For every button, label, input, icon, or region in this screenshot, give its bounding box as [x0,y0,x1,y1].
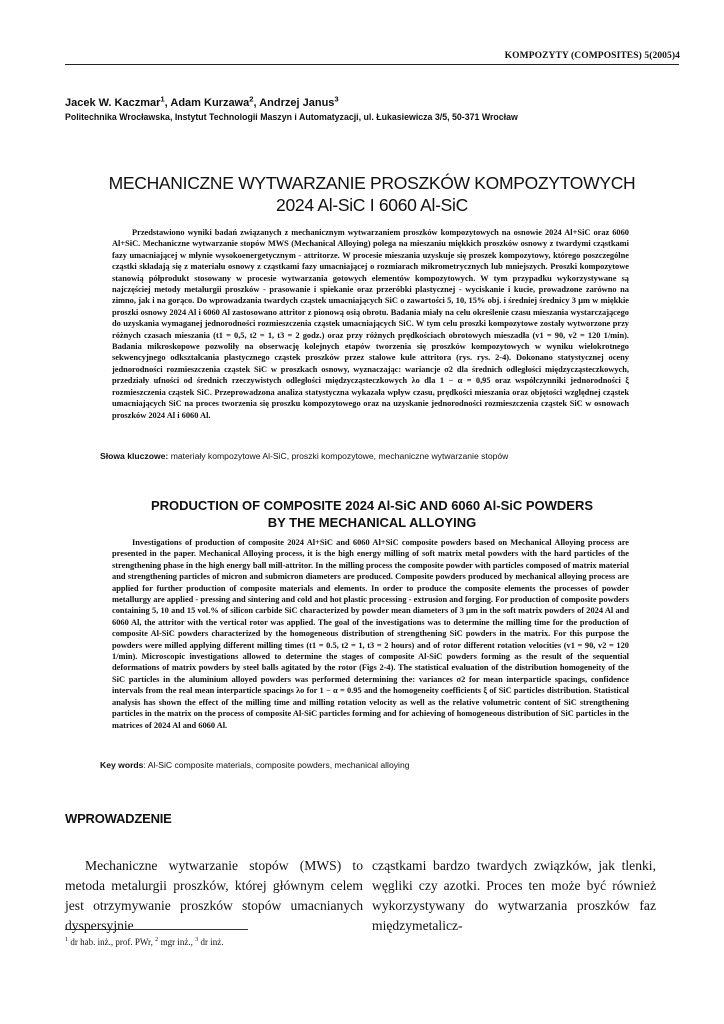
keywords-english-text: : Al-SiC composite materials, composite powders, mechanical alloying [143,760,410,770]
title-english-line-2: BY THE MECHANICAL ALLOYING [267,515,477,530]
affiliation: Politechnika Wrocławska, Instytut Technologii Maszyn i Automatyzacji, ul. Łukasiewicza 3/5, 50-371 Wrocław [65,112,518,122]
title-polish [65,172,679,216]
author-3: , Andrzej Janus [253,97,335,109]
keywords-polish-text: materiały kompozytowe Al-SiC, proszki kompozytowe, mechaniczne wytwarzanie stopów [170,451,509,461]
footnote [65,937,223,947]
author-1-mark: 1 [160,94,165,104]
footnote-text-1: dr hab. inż., prof. PWr, [68,937,156,947]
keywords-polish-label: Słowa kluczowe: [100,451,169,461]
author-1: Jacek W. Kaczmar [65,97,161,109]
abstract-polish [112,227,629,421]
author-2-mark: 2 [249,94,254,104]
footnote-text-2: mgr inż., [158,937,196,947]
title-polish-line-1: MECHANICZNE WYTWARZANIE PROSZKÓW KOMPOZYTOWYCH [108,173,636,193]
body-paragraph-left: Mechaniczne wytwarzanie stopów (MWS) to metoda metalurgii proszków, której głównym celem jest otrzymywanie proszków stopów umacnianych dyspersyjnie [65,858,363,933]
keywords-english-label: Key words [100,760,144,770]
author-3-mark: 3 [334,94,339,104]
abstract-polish-text: Przedstawiono wyniki badań związanych z mechanicznym wytwarzaniem proszków kompozytowych na osnowie 2024 Al+SiC oraz 6060 Al+SiC. Mechaniczne wytwarzanie stopów MWS (Mechanical Alloying) polega na mieszaniu miękkich proszków osnowy z twardymi cząstkami fazy umacniającej w młynie wysokoenergetycznym - attritorze. W procesie mieszania uzyskuje się proszek kompozytowy, którego poszczególne cząstki składają się z materiału osnowy z cząstkami fazy umacniającej o rozmiarach mikrometrycznych lub mniejszych. Proszki kompozytowe stanowią półprodukt stosowany w procesie wytwarzania gotowych elementów kompozytowych. W tym przypadku wykorzystywane są najczęściej metody metalurgii proszków - prasowanie i spiekanie oraz przeróbki plastycznej - wyciskanie i kucie, prowadzone zarówno na zimno, jak i na gorąco. Do wprowadzania twardych cząstek umacniających SiC o zawartości 5, 10, 15% obj. i średniej średnicy 3 μm w miękkie proszki osnowy 2024 Al i 6060 Al zastosowano attritor z pionową osią obrotu. Badania miały na celu określenie czasu mieszania wystarczającego do uzyskania wymaganej jednorodności rozmieszczenia cząstek umacniających SiC. W tym celu proszki kompozytowe zostały wytworzone przy różnych czasach mieszania (t1 = 0,5, t2 = 1, t3 = 2 godz.) oraz przy różnych prędkościach obrotowych mieszadła (v1 = 90, v2 = 120 1/min). Badania mikroskopowe pozwoliły na obserwację kolejnych etapów tworzenia się proszków kompozytowych w wyniku wielokrotnego sekwencyjnego odkształcania plastycznego cząstek proszków przez stalowe kule attritora (rys. rys. 2-4). Dokonano statystycznej oceny jednorodności rozmieszczenia cząstek SiC w proszkach osnowy, wyznaczając: wariancje σ2 dla średnich odległości międzycząsteczkowych, przedziały ufności od średnich rzeczywistych odległości międzycząsteczkowych λo dla 1 − α = 0,95 oraz współczynniki jednorodności ξ rozmieszczenia cząstek SiC. Przeprowadzona analiza statystyczna wykazała wpływ czasu, prędkości mieszania oraz objętości względnej cząstek umacniających SiC na proces tworzenia się proszku kompozytowego oraz na uzyskanie jednorodności rozmieszczenia cząstek SiC w osnowach proszków 2024 Al i 6060 Al. [112,228,629,420]
author-2: , Adam Kurzawa [164,97,250,109]
journal-header: KOMPOZYTY (COMPOSITES) 5(2005)4 [504,51,680,61]
keywords-polish [100,451,508,461]
body-column-right [372,856,656,936]
body-paragraph-right: cząstkami bardzo twardych związków, jak tlenki, węgliki czy azotki. Proces ten może być również wykorzystywany do wytwarzania proszków faz międzymetalicz- [372,858,656,933]
section-heading: WPROWADZENIE [65,811,172,826]
title-english [65,497,679,531]
footnote-rule [65,929,248,930]
abstract-english [112,537,629,731]
footnote-mark-3: 3 [195,936,199,943]
title-polish-line-2: 2024 Al-SiC I 6060 Al-SiC [276,195,468,215]
title-english-line-1: PRODUCTION OF COMPOSITE 2024 Al-SiC AND 6060 Al-SiC POWDERS [150,498,594,513]
abstract-english-text: Investigations of production of composite 2024 Al+SiC and 6060 Al+SiC composite powders based on Mechanical Alloying process are presented in the paper. Mechanical Alloying process, it is the high energy milling of soft matrix metal powders with the hard particles of the strengthening phase in the high energy ball mill-attritor. In the milling process the composite powder with particles composed of matrix material and strengthening particles of micron and submicron diameters are produced. Composite powders produced by mechanical alloying process are applied for further production of composite materials and elements. In order to produce the composite elements the processes of powder metallurgy are applied - pressing and sintering and cold and hot plastic processing - extrusion and forging. For production of composite powders containing 5, 10 and 15 vol.% of silicon carbide SiC characterized by powder mean diameters of 3 μm in the soft matrix powders of 2024 Al and 6060 Al, the attritor with the vertical rotor was applied. The goal of the investigations was to determine the milling time for the production of composite Al-SiC powders characterized by the homogeneous distribution of strengthening SiC powders in the matrix. For this purpose the powders were milled applying different milling times (t1 = 0.5, t2 = 1, t3 = 2 hours) and of rotor different rotation velocities (v1 = 90, v2 = 120 1/min). Microscopic investigations allowed to determine the stages of composite Al-SiC powders forming as the result of the sequential deformations of matrix powders by steel balls agitated by the rotor (Figs 2-4). The statistical evaluation of the distribution homogeneity of the SiC particles in the aluminium alloyed powders was performed determining the: variances σ2 for mean interparticle spacings, confidence intervals from the real mean interparticle spacings λo for 1 − α = 0.95 and the homogeneity coefficients ξ of SiC particles distribution. Statistical analysis has shown the effect of the milling time and milling rotation velocity as well as the relative volumetric content of SiC strengthening particles in the matrix on the process of composite Al-SiC particles forming and for achieving of homogeneous distribution of SiC particles in the matrices of 2024 Al and 6060 Al. [112,538,629,730]
header-rule [65,64,679,65]
footnote-mark-2: 2 [155,936,159,943]
footnote-text-3: dr inż. [198,937,224,947]
footnote-mark-1: 1 [65,936,69,943]
keywords-english [100,760,410,770]
body-column-left [65,856,363,936]
authors [65,94,339,109]
